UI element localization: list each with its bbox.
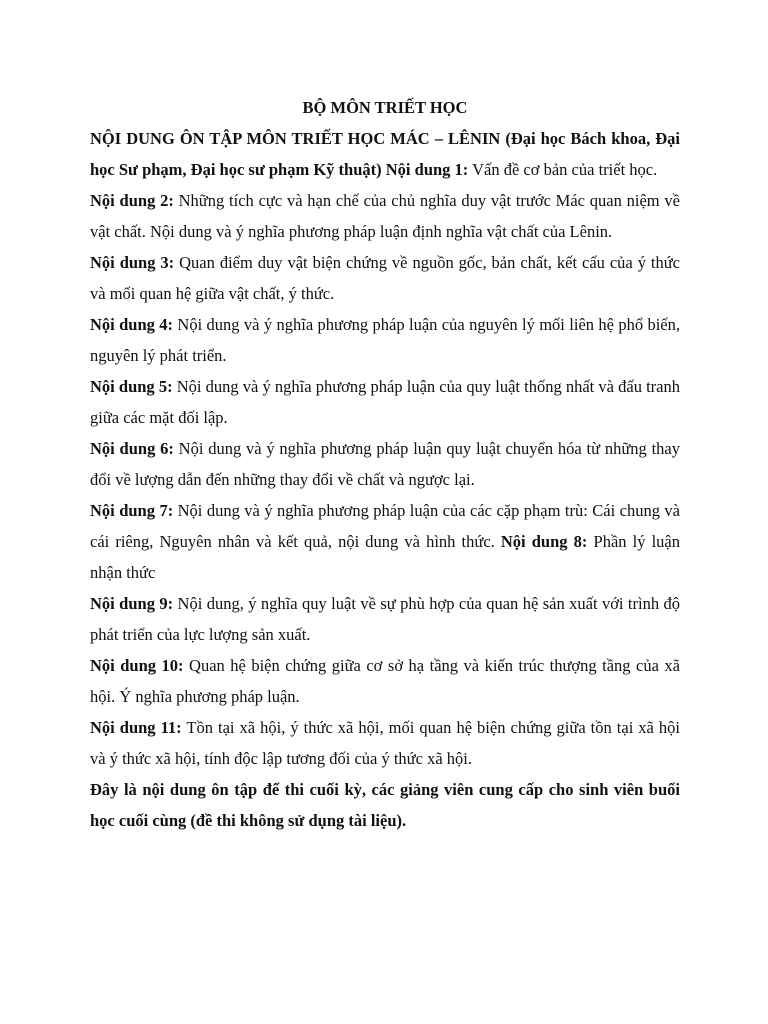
content-text-8: Phần lý luận nhận thức [90,532,681,582]
content-label: Nội dung 6: [90,439,174,458]
content-label: Nội dung 9: [90,594,174,613]
content-text: Tồn tại xã hội, ý thức xã hội, mối quan hệ biện chứng giữa tồn tại xã hội và ý thức xã hội, tính độc lập tương đối của ý thức xã hội. [90,718,680,768]
content-text: Nội dung và ý nghĩa phương pháp luận của nguyên lý mối liên hệ phổ biến, nguyên lý phát triển. [90,315,680,365]
content-item-10 [90,650,680,712]
content-item-9 [90,588,680,650]
content-label-8: Nội dung 8: [500,532,588,551]
content-item-6 [90,433,680,495]
content-text: Nội dung, ý nghĩa quy luật về sự phù hợp của quan hệ sản xuất với trình độ phát triển của lực lượng sản xuất. [90,594,681,644]
content-item-11 [90,712,680,774]
content-label: Nội dung 5: [90,377,173,396]
content-item-2 [90,185,680,247]
content-label: Nội dung 7: [90,501,174,520]
content-text: Nội dung và ý nghĩa phương pháp luận của các cặp phạm trù: Cái chung và cái riêng, Nguyên nhân và kết quả, nội dung và hình thức. [90,501,680,551]
content-item-7 [90,495,680,588]
intro-paragraph [90,123,680,185]
document-title: BỘ MÔN TRIẾT HỌC [302,98,468,117]
content-text: Nội dung và ý nghĩa phương pháp luận của quy luật thống nhất và đấu tranh giữa các mặt đối lập. [90,377,681,427]
content-label: Nội dung 3: [90,253,175,272]
content-item-5 [90,371,680,433]
content-label: Nội dung 2: [90,191,174,210]
content-text: Nội dung và ý nghĩa phương pháp luận quy luật chuyển hóa từ những thay đổi về lượng dẫn đến những thay đổi về chất và ngược lại. [90,439,680,489]
content-item-3 [90,247,680,309]
content-label: Nội dung 11: [90,718,182,737]
content-text: Quan điểm duy vật biện chứng về nguồn gốc, bản chất, kết cấu của ý thức và mối quan hệ giữa vật chất, ý thức. [90,253,680,303]
intro-text: Vấn đề cơ bản của triết học. [468,160,658,179]
closing-note: Đây là nội dung ôn tập để thi cuối kỳ, các giảng viên cung cấp cho sinh viên buổi học cuối cùng (đề thi không sử dụng tài liệu). [90,780,680,830]
intro-heading: NỘI DUNG ÔN TẬP MÔN TRIẾT HỌC MÁC – LÊNIN (Đại học Bách khoa, Đại học Sư phạm, Đại học sư phạm Kỹ thuật) Nội dung 1: [90,129,680,179]
content-label: Nội dung 4: [90,315,174,334]
content-text: Quan hệ biện chứng giữa cơ sở hạ tầng và kiến trúc thượng tầng của xã hội. Ý nghĩa phương pháp luận. [90,656,681,706]
content-label: Nội dung 10: [90,656,184,675]
content-text: Những tích cực và hạn chế của chủ nghĩa duy vật trước Mác quan niệm về vật chất. Nội dung và ý nghĩa phương pháp luận định nghĩa vật chất của Lênin. [90,191,680,241]
content-item-4 [90,309,680,371]
